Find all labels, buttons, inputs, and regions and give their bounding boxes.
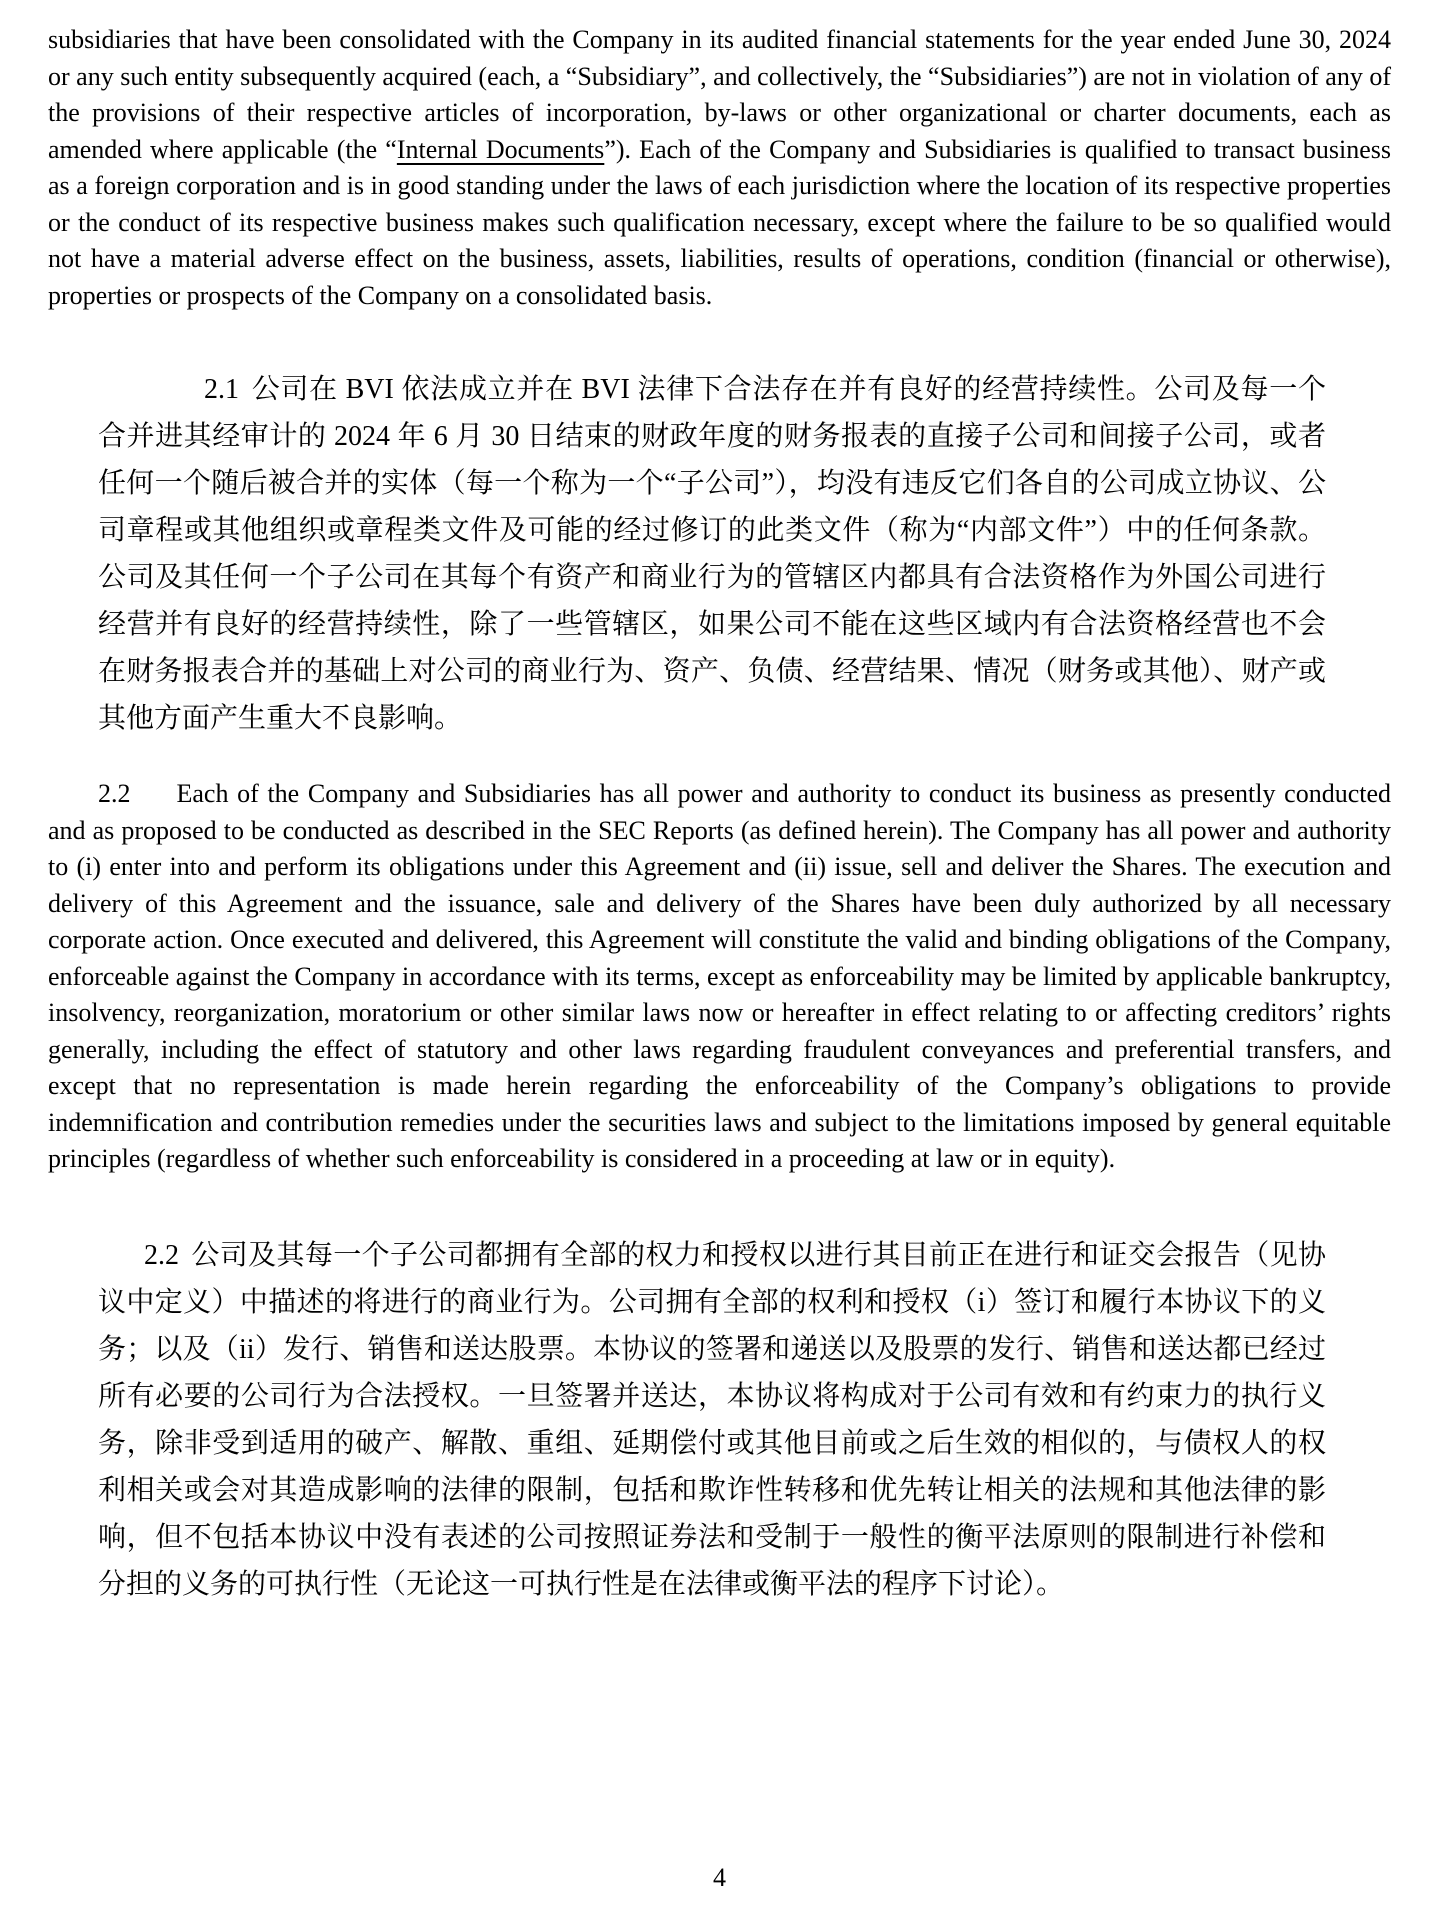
page-number: 4 — [713, 1863, 726, 1892]
section-2-2-zh-text: 公司及其每一个子公司都拥有全部的权力和授权以进行其目前正在进行和证交会报告（见协议中定义）中描述的将进行的商业行为。公司拥有全部的权利和授权（i）签订和履行本协议下的义务；以及（ii）发行、销售和送达股票。本协议的签署和递送以及股票的发行、销售和送达都已经过所有必要的公司行为合法授权。一旦签署并送达，本协议将构成对于公司有效和有约束力的执行义务，除非受到适用的破产、解散、重组、延期偿付或其他目前或之后生效的相似的，与债权人的权利相关或会对其造成影响的法律的限制，包括和欺诈性转移和优先转让相关的法规和其他法律的影响，但不包括本协议中没有表述的公司按照证券法和受制于一般性的衡平法原则的限制进行补偿和分担的义务的可执行性（无论这一可执行性是在法律或衡平法的程序下讨论）。 — [98, 1239, 1326, 1600]
paragraph-text-after-underline: ”). Each of the Company and Subsidiaries is qualified to transact business as a foreign corporation and is in good standing under the laws of each jurisdiction where the location of its respective properties or the conduct of its respective business makes such qualification necessary, except where the failure to be so qualified would not have a material adverse effect on the business, assets, liabilities, results of operations, condition (financial or otherwise), properties or prospects of the Company on a consolidated basis. — [48, 134, 1392, 310]
paragraph-text-before-underline: subsidiaries that have been consolidated with the Company in its audited financial statements for the year ended June 30, 2024 or any such entity subsequently acquired (each, a “Subsidiary”, and collectively, the “Subsidiaries”) are not in violation of any of the provisions of their respective articles of incorporation, by-laws or other organizational or charter documents, each as amended where applicable (the “ — [48, 25, 1391, 164]
paragraph-subsidiaries-en — [48, 22, 1391, 314]
section-2-2-en-text: Each of the Company and Subsidiaries has all power and authority to conduct its business as presently conducted and as proposed to be conducted as described in the SEC Reports (as defined herein). The Company has all power and authority to (i) enter into and perform its obligations under this Agreement and (ii) issue, sell and deliver the Shares. The execution and delivery of this Agreement and the issuance, sale and delivery of the Shares have been duly authorized by all necessary corporate action. Once executed and delivered, this Agreement will constitute the valid and binding obligations of the Company, enforceable against the Company in accordance with its terms, except as enforceability may be limited by applicable bankruptcy, insolvency, reorganization, moratorium or other similar laws now or hereafter in effect relating to or affecting creditors’ rights generally, including the effect of statutory and other laws regarding fraudulent conveyances and preferential transfers, and except that no representation is made herein regarding the enforceability of the Company’s obligations to provide indemnification and contribution remedies under the securities laws and subject to the limitations imposed by general equitable principles (regardless of whether such enforceability is considered in a proceeding at law or in equity). — [48, 779, 1391, 1173]
section-number-2-1-zh: 2.1 — [204, 374, 239, 405]
page-footer — [0, 1862, 1439, 1894]
section-2-1-zh-text: 公司在 BVI 依法成立并在 BVI 法律下合法存在并有良好的经营持续性。公司及每一个合并进其经审计的 2024 年 6 月 30 日结束的财政年度的财务报表的直接子公司和间接子公司，或者任何一个随后被合并的实体（每一个称为一个“子公司”），均没有违反它们各自的公司成立协议、公司章程或其他组织或章程类文件及可能的经过修订的此类文件（称为“内部文件”）中的任何条款。公司及其任何一个子公司在其每个有资产和商业行为的管辖区内都具有合法资格作为外国公司进行经营并有良好的经营持续性，除了一些管辖区，如果公司不能在这些区域内有合法资格经营也不会在财务报表合并的基础上对公司的商业行为、资产、负债、经营结果、情况（财务或其他）、财产或其他方面产生重大不良影响。 — [98, 374, 1326, 734]
section-2-2-zh — [98, 1232, 1326, 1608]
section-number-2-2-en: 2.2 — [98, 779, 131, 808]
section-2-2-en — [48, 776, 1391, 1178]
defined-term-internal-documents: Internal Documents — [396, 134, 605, 164]
section-2-1-zh — [98, 366, 1326, 742]
section-number-2-2-zh: 2.2 — [144, 1239, 179, 1271]
